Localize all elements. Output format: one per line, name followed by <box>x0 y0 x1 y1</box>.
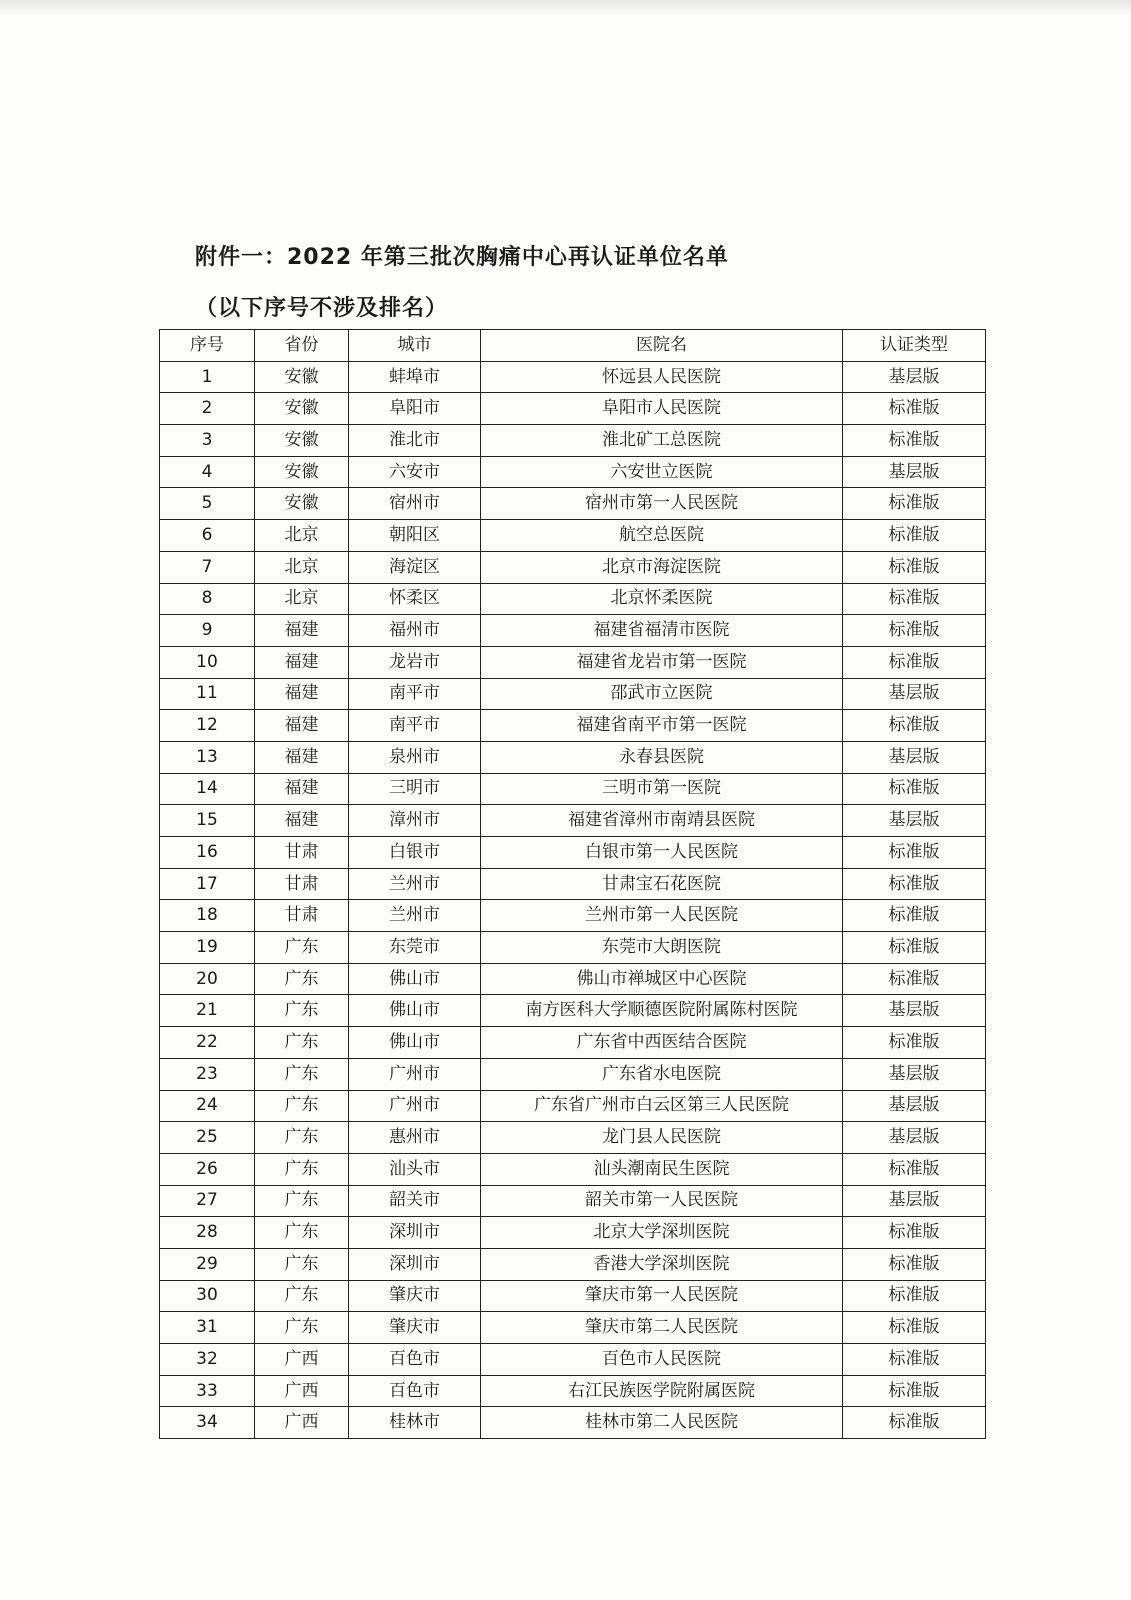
column-header-province: 省份 <box>255 330 349 362</box>
cell-cert-type: 标准版 <box>843 963 986 995</box>
table-row <box>160 1027 986 1059</box>
cell-province: 福建 <box>255 805 349 837</box>
cell-province: 福建 <box>255 646 349 678</box>
cell-province: 广西 <box>255 1375 349 1407</box>
cell-seq: 26 <box>160 1153 255 1185</box>
cell-city: 肇庆市 <box>349 1280 481 1312</box>
cell-city: 朝阳区 <box>349 520 481 552</box>
cell-seq: 30 <box>160 1280 255 1312</box>
cell-city: 六安市 <box>349 456 481 488</box>
table-row <box>160 361 986 393</box>
cell-hospital: 肇庆市第一人民医院 <box>481 1280 843 1312</box>
table-row <box>160 393 986 425</box>
cell-hospital: 三明市第一医院 <box>481 773 843 805</box>
cell-city: 漳州市 <box>349 805 481 837</box>
cell-seq: 34 <box>160 1407 255 1439</box>
cell-city: 泉州市 <box>349 741 481 773</box>
cell-city: 东莞市 <box>349 932 481 964</box>
cell-province: 北京 <box>255 583 349 615</box>
cell-city: 深圳市 <box>349 1217 481 1249</box>
table-row <box>160 710 986 742</box>
cell-seq: 18 <box>160 900 255 932</box>
table-row <box>160 551 986 583</box>
cell-seq: 17 <box>160 868 255 900</box>
cell-province: 福建 <box>255 710 349 742</box>
table-row <box>160 456 986 488</box>
cell-city: 百色市 <box>349 1375 481 1407</box>
table-row <box>160 900 986 932</box>
cell-cert-type: 标准版 <box>843 773 986 805</box>
cell-seq: 24 <box>160 1090 255 1122</box>
cell-province: 福建 <box>255 741 349 773</box>
cell-province: 甘肃 <box>255 837 349 869</box>
cell-seq: 22 <box>160 1027 255 1059</box>
cell-province: 福建 <box>255 615 349 647</box>
cell-city: 百色市 <box>349 1344 481 1376</box>
cell-cert-type: 标准版 <box>843 710 986 742</box>
cell-seq: 28 <box>160 1217 255 1249</box>
cell-city: 佛山市 <box>349 963 481 995</box>
cell-province: 广东 <box>255 1248 349 1280</box>
cell-cert-type: 基层版 <box>843 1058 986 1090</box>
cell-province: 广东 <box>255 1090 349 1122</box>
cell-hospital: 广东省广州市白云区第三人民医院 <box>481 1090 843 1122</box>
document-subtitle: （以下序号不涉及排名） <box>195 296 449 321</box>
table-row <box>160 488 986 520</box>
cell-province: 安徽 <box>255 456 349 488</box>
table-row <box>160 1058 986 1090</box>
cell-province: 广西 <box>255 1344 349 1376</box>
table-row <box>160 868 986 900</box>
table-row <box>160 773 986 805</box>
cell-city: 龙岩市 <box>349 646 481 678</box>
cell-seq: 33 <box>160 1375 255 1407</box>
cell-hospital: 航空总医院 <box>481 520 843 552</box>
cell-province: 安徽 <box>255 361 349 393</box>
cell-hospital: 南方医科大学顺德医院附属陈村医院 <box>481 995 843 1027</box>
hospital-table <box>159 329 986 1439</box>
cell-hospital: 汕头潮南民生医院 <box>481 1153 843 1185</box>
table-row <box>160 1407 986 1439</box>
cell-seq: 25 <box>160 1122 255 1154</box>
cell-hospital: 右江民族医学院附属医院 <box>481 1375 843 1407</box>
cell-seq: 4 <box>160 456 255 488</box>
cell-province: 甘肃 <box>255 868 349 900</box>
cell-city: 海淀区 <box>349 551 481 583</box>
cell-cert-type: 基层版 <box>843 995 986 1027</box>
cell-cert-type: 标准版 <box>843 551 986 583</box>
cell-cert-type: 标准版 <box>843 615 986 647</box>
cell-hospital: 兰州市第一人民医院 <box>481 900 843 932</box>
cell-cert-type: 标准版 <box>843 837 986 869</box>
cell-hospital: 六安世立医院 <box>481 456 843 488</box>
table-row <box>160 615 986 647</box>
cell-province: 广西 <box>255 1407 349 1439</box>
cell-cert-type: 基层版 <box>843 678 986 710</box>
cell-seq: 23 <box>160 1058 255 1090</box>
cell-cert-type: 基层版 <box>843 741 986 773</box>
cell-province: 广东 <box>255 1153 349 1185</box>
header-row <box>160 330 986 362</box>
cell-hospital: 邵武市立医院 <box>481 678 843 710</box>
cell-hospital: 福建省龙岩市第一医院 <box>481 646 843 678</box>
table-row <box>160 741 986 773</box>
cell-city: 淮北市 <box>349 425 481 457</box>
cell-seq: 29 <box>160 1248 255 1280</box>
table-row <box>160 646 986 678</box>
cell-cert-type: 标准版 <box>843 1153 986 1185</box>
cell-city: 佛山市 <box>349 995 481 1027</box>
cell-hospital: 福建省福清市医院 <box>481 615 843 647</box>
cell-city: 佛山市 <box>349 1027 481 1059</box>
cell-hospital: 广东省水电医院 <box>481 1058 843 1090</box>
table-row <box>160 1090 986 1122</box>
cell-cert-type: 标准版 <box>843 868 986 900</box>
cell-cert-type: 标准版 <box>843 1344 986 1376</box>
cell-hospital: 龙门县人民医院 <box>481 1122 843 1154</box>
cell-cert-type: 基层版 <box>843 1090 986 1122</box>
cell-cert-type: 基层版 <box>843 805 986 837</box>
cell-seq: 20 <box>160 963 255 995</box>
cell-city: 阜阳市 <box>349 393 481 425</box>
cell-cert-type: 标准版 <box>843 932 986 964</box>
table-row <box>160 1280 986 1312</box>
cell-seq: 15 <box>160 805 255 837</box>
cell-province: 福建 <box>255 678 349 710</box>
cell-province: 广东 <box>255 1058 349 1090</box>
document-title: 附件一：2022 年第三批次胸痛中心再认证单位名单 <box>195 245 729 270</box>
cell-seq: 27 <box>160 1185 255 1217</box>
table-row <box>160 1153 986 1185</box>
cell-city: 兰州市 <box>349 868 481 900</box>
cell-cert-type: 标准版 <box>843 1248 986 1280</box>
cell-city: 三明市 <box>349 773 481 805</box>
table-row <box>160 805 986 837</box>
cell-seq: 6 <box>160 520 255 552</box>
table-row <box>160 837 986 869</box>
table-row <box>160 932 986 964</box>
cell-cert-type: 标准版 <box>843 520 986 552</box>
cell-cert-type: 标准版 <box>843 1407 986 1439</box>
cell-province: 北京 <box>255 520 349 552</box>
cell-province: 广东 <box>255 1185 349 1217</box>
cell-cert-type: 基层版 <box>843 361 986 393</box>
cell-province: 安徽 <box>255 393 349 425</box>
cell-hospital: 阜阳市人民医院 <box>481 393 843 425</box>
cell-cert-type: 标准版 <box>843 393 986 425</box>
cell-hospital: 香港大学深圳医院 <box>481 1248 843 1280</box>
cell-province: 广东 <box>255 1312 349 1344</box>
cell-seq: 13 <box>160 741 255 773</box>
cell-cert-type: 基层版 <box>843 456 986 488</box>
cell-province: 广东 <box>255 1027 349 1059</box>
table-row <box>160 1248 986 1280</box>
cell-province: 广东 <box>255 1280 349 1312</box>
cell-seq: 16 <box>160 837 255 869</box>
cell-seq: 8 <box>160 583 255 615</box>
table-row <box>160 1344 986 1376</box>
cell-province: 安徽 <box>255 488 349 520</box>
cell-cert-type: 标准版 <box>843 1280 986 1312</box>
cell-seq: 7 <box>160 551 255 583</box>
cell-hospital: 桂林市第二人民医院 <box>481 1407 843 1439</box>
cell-seq: 11 <box>160 678 255 710</box>
table-row <box>160 995 986 1027</box>
cell-cert-type: 标准版 <box>843 1312 986 1344</box>
cell-hospital: 白银市第一人民医院 <box>481 837 843 869</box>
cell-hospital: 怀远县人民医院 <box>481 361 843 393</box>
cell-seq: 12 <box>160 710 255 742</box>
cell-cert-type: 标准版 <box>843 1375 986 1407</box>
cell-city: 肇庆市 <box>349 1312 481 1344</box>
cell-hospital: 福建省漳州市南靖县医院 <box>481 805 843 837</box>
cell-province: 广东 <box>255 1217 349 1249</box>
cell-hospital: 广东省中西医结合医院 <box>481 1027 843 1059</box>
cell-province: 安徽 <box>255 425 349 457</box>
cell-province: 福建 <box>255 773 349 805</box>
cell-city: 南平市 <box>349 710 481 742</box>
cell-seq: 10 <box>160 646 255 678</box>
cell-city: 惠州市 <box>349 1122 481 1154</box>
column-header-cert-type: 认证类型 <box>843 330 986 362</box>
cell-cert-type: 基层版 <box>843 1122 986 1154</box>
cell-city: 怀柔区 <box>349 583 481 615</box>
table-body <box>160 361 986 1438</box>
cell-seq: 9 <box>160 615 255 647</box>
cell-cert-type: 标准版 <box>843 900 986 932</box>
cell-province: 北京 <box>255 551 349 583</box>
cell-province: 广东 <box>255 995 349 1027</box>
cell-province: 广东 <box>255 1122 349 1154</box>
cell-seq: 2 <box>160 393 255 425</box>
cell-seq: 5 <box>160 488 255 520</box>
cell-hospital: 肇庆市第二人民医院 <box>481 1312 843 1344</box>
table-row <box>160 583 986 615</box>
cell-hospital: 佛山市禅城区中心医院 <box>481 963 843 995</box>
table-row <box>160 520 986 552</box>
table-row <box>160 425 986 457</box>
cell-city: 韶关市 <box>349 1185 481 1217</box>
scan-edge <box>0 0 1131 16</box>
cell-seq: 14 <box>160 773 255 805</box>
cell-hospital: 东莞市大朗医院 <box>481 932 843 964</box>
column-header-city: 城市 <box>349 330 481 362</box>
cell-seq: 32 <box>160 1344 255 1376</box>
table-row <box>160 963 986 995</box>
cell-province: 广东 <box>255 932 349 964</box>
cell-cert-type: 标准版 <box>843 425 986 457</box>
cell-cert-type: 标准版 <box>843 646 986 678</box>
cell-city: 福州市 <box>349 615 481 647</box>
table-row <box>160 1312 986 1344</box>
cell-city: 宿州市 <box>349 488 481 520</box>
table-row <box>160 1217 986 1249</box>
table-row <box>160 678 986 710</box>
cell-city: 兰州市 <box>349 900 481 932</box>
cell-hospital: 北京大学深圳医院 <box>481 1217 843 1249</box>
cell-seq: 21 <box>160 995 255 1027</box>
cell-city: 广州市 <box>349 1058 481 1090</box>
cell-hospital: 北京市海淀医院 <box>481 551 843 583</box>
cell-city: 广州市 <box>349 1090 481 1122</box>
cell-hospital: 福建省南平市第一医院 <box>481 710 843 742</box>
cell-hospital: 甘肃宝石花医院 <box>481 868 843 900</box>
column-header-seq: 序号 <box>160 330 255 362</box>
cell-province: 甘肃 <box>255 900 349 932</box>
cell-hospital: 淮北矿工总医院 <box>481 425 843 457</box>
cell-province: 广东 <box>255 963 349 995</box>
column-header-hospital: 医院名 <box>481 330 843 362</box>
cell-city: 白银市 <box>349 837 481 869</box>
cell-hospital: 永春县医院 <box>481 741 843 773</box>
table-row <box>160 1122 986 1154</box>
cell-cert-type: 标准版 <box>843 488 986 520</box>
table-row <box>160 1185 986 1217</box>
cell-cert-type: 标准版 <box>843 1027 986 1059</box>
cell-city: 深圳市 <box>349 1248 481 1280</box>
cell-city: 南平市 <box>349 678 481 710</box>
cell-cert-type: 基层版 <box>843 1185 986 1217</box>
cell-hospital: 宿州市第一人民医院 <box>481 488 843 520</box>
cell-cert-type: 标准版 <box>843 583 986 615</box>
cell-seq: 1 <box>160 361 255 393</box>
cell-hospital: 百色市人民医院 <box>481 1344 843 1376</box>
cell-seq: 3 <box>160 425 255 457</box>
cell-city: 桂林市 <box>349 1407 481 1439</box>
cell-hospital: 韶关市第一人民医院 <box>481 1185 843 1217</box>
cell-seq: 31 <box>160 1312 255 1344</box>
cell-city: 汕头市 <box>349 1153 481 1185</box>
cell-city: 蚌埠市 <box>349 361 481 393</box>
cell-cert-type: 标准版 <box>843 1217 986 1249</box>
cell-seq: 19 <box>160 932 255 964</box>
table-header <box>160 330 986 362</box>
cell-hospital: 北京怀柔医院 <box>481 583 843 615</box>
table-row <box>160 1375 986 1407</box>
